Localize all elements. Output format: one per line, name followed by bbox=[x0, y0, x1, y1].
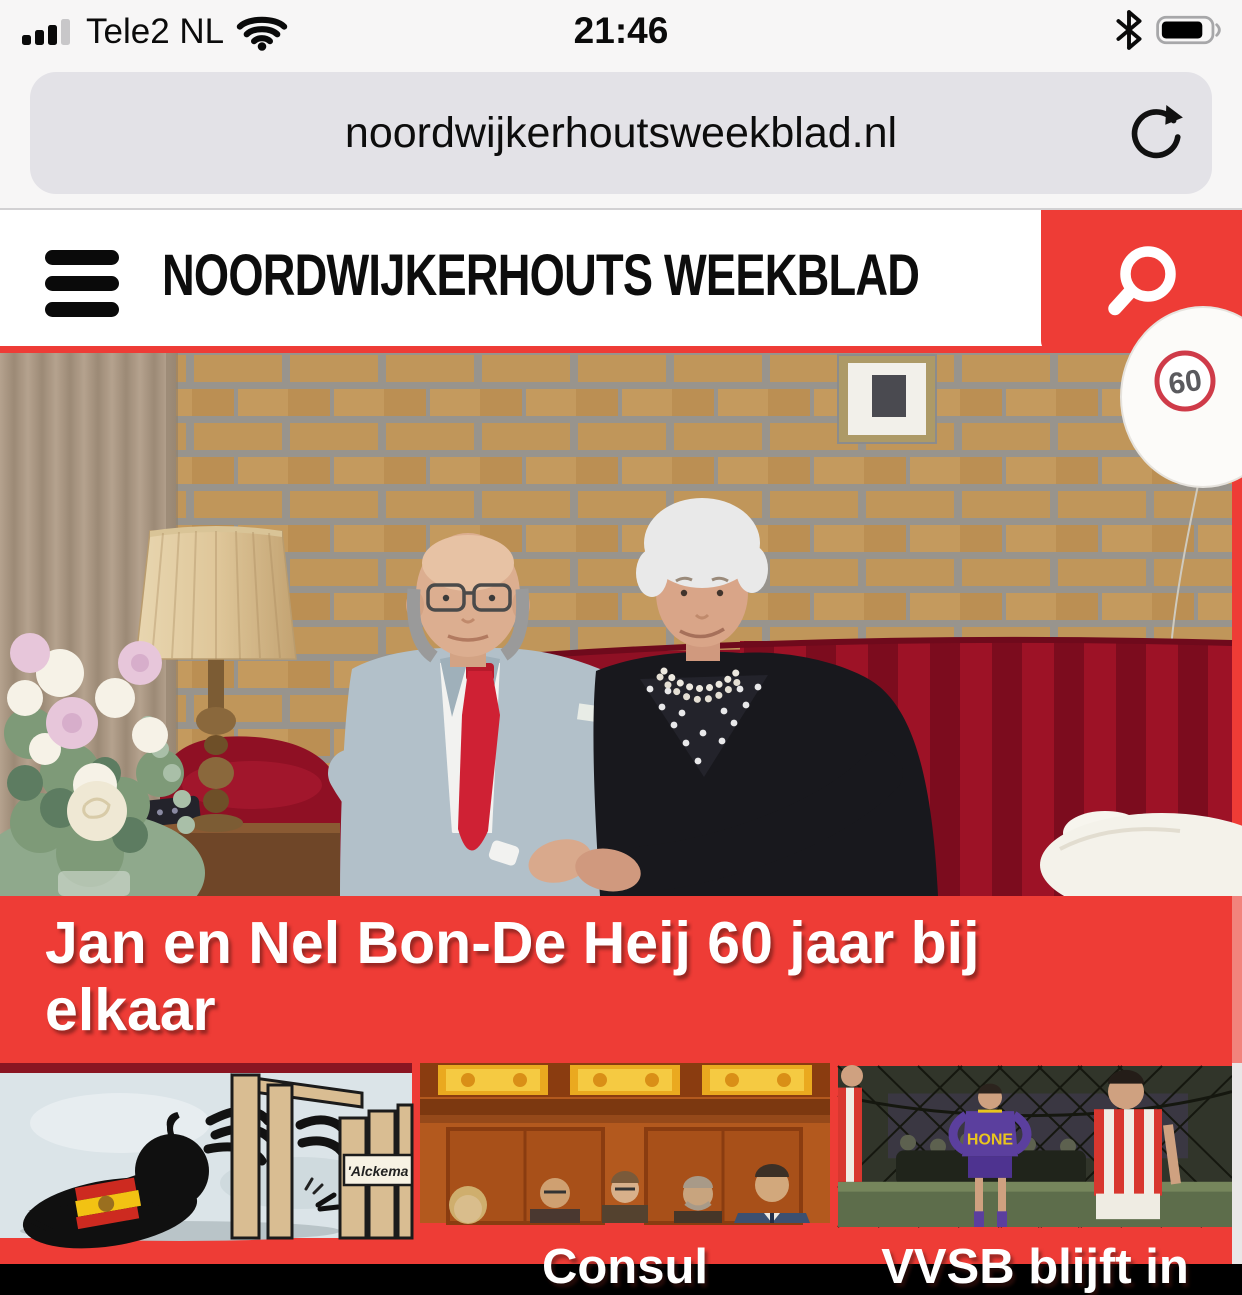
battery-icon bbox=[1156, 13, 1222, 47]
hamburger-menu-icon[interactable] bbox=[45, 250, 119, 316]
svg-text:HONE: HONE bbox=[966, 1131, 1014, 1149]
site-header bbox=[0, 210, 1242, 346]
article-cards-row bbox=[0, 1063, 1242, 1294]
hero-photo-illustration bbox=[0, 353, 1232, 896]
banner-right-edge bbox=[1232, 896, 1242, 1063]
article-headline-football[interactable]: VVSB blijft in bbox=[881, 1240, 1189, 1294]
address-bar[interactable] bbox=[30, 72, 1212, 194]
main-headline-link[interactable]: Jan en Nel Bon-De Heij 60 jaar bij elkaar bbox=[45, 910, 980, 1043]
cards-right-edge bbox=[1232, 1063, 1242, 1264]
article-thumb-council[interactable] bbox=[420, 1063, 830, 1223]
headline-banner bbox=[0, 896, 1242, 1063]
reload-icon[interactable] bbox=[1128, 104, 1184, 164]
carrier-label: Tele2 NL bbox=[86, 12, 225, 51]
clock: 21:46 bbox=[573, 10, 669, 51]
svg-text:'Alckema: 'Alckema bbox=[347, 1163, 409, 1179]
article-headline-council[interactable]: Consul bbox=[541, 1240, 709, 1294]
bluetooth-icon bbox=[1116, 10, 1142, 50]
browser-chrome bbox=[0, 60, 1242, 210]
cartoon-illustration bbox=[0, 1063, 412, 1238]
site-title[interactable]: NOORDWIJKERHOUTS WEEKBLAD bbox=[162, 243, 920, 308]
svg-text:60: 60 bbox=[1166, 363, 1205, 402]
header-red-divider bbox=[0, 346, 1242, 353]
status-bar bbox=[0, 0, 1242, 60]
url-text[interactable]: noordwijkerhoutsweekblad.nl bbox=[344, 109, 898, 157]
hero-article-image[interactable] bbox=[0, 353, 1242, 896]
council-illustration bbox=[420, 1063, 830, 1223]
article-thumb-cartoon[interactable] bbox=[0, 1063, 412, 1238]
picture-frame bbox=[838, 355, 936, 443]
football-illustration bbox=[838, 1066, 1232, 1227]
article-thumb-football[interactable] bbox=[838, 1066, 1232, 1227]
